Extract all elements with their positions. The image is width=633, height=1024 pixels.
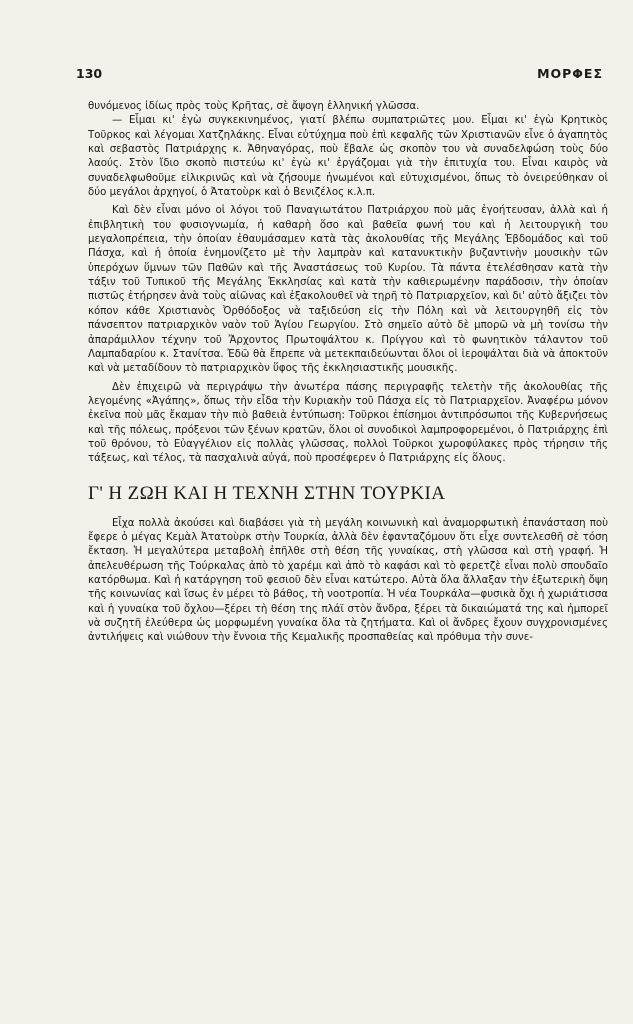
section-heading: Γ' Η ΖΩΗ ΚΑΙ Η ΤΕΧΝΗ ΣΤΗΝ ΤΟΥΡΚΙΑ — [88, 482, 446, 504]
paragraph-patriarch: Καὶ δὲν εἶναι μόνο οἱ λόγοι τοῦ Παναγιωτάτου Πατριάρχου ποὺ μᾶς ἐγοήτευσαν, ἀλλὰ καὶ ἡ ἐπιβλητικὴ του φυσιογνωμία, ἡ καθαρὴ ὅσο καὶ βαθεῖα φωνή του καὶ ἡ λειτουργικὴ του μεγαλοπρέπεια, τὴν ὁποίαν ἐθαυμάσαμεν κατὰ τὰς ἀκολουθίας τῆς Μεγάλης Ἑβδομάδος καὶ τοῦ Πάσχα, καὶ ἡ ὁποία ἐνημονίζετο μὲ τὴν λαμπρὰν καὶ κατανυκτικὴν βυζαντινὴν μουσικὴν τῶν ὑπερόχων ὕμνων τῶν Παθῶν καὶ τῆς Ἀναστάσεως τοῦ Κυρίου. Τὰ πάντα ἐτελέσθησαν κατὰ τὴν τάξιν τοῦ Τυπικοῦ τῆς Μεγάλης Ἐκκλησίας καὶ κατὰ τὴν καθιερωμένην παράδοσιν, τὴν ὁποίαν πιστῶς ἐτήρησεν ἀνὰ τοὺς αἰῶνας καὶ ἐξακολουθεῖ νὰ τηρῆ τὸ Πατριαρχεῖον, καὶ δι' αὐτὸ ἄξιζει τὸν κόπον κάθε Χριστιανὸς Ὀρθόδοξος νὰ ταξιδεύση εἰς τὴν Πόλη καὶ νὰ λειτουργηθῆ εἰς τὸν πάνσεπτον πατριαρχικὸν ναὸν τοῦ Ἁγίου Γεωργίου. Στὸ σημεῖο αὐτὸ δὲ μπορῶ νὰ μὴ τονίσω τὴν ἀπαράμιλλον τέχνην τοῦ Ἄρχοντος Πρωτοψάλτου κ. Πρίγγου καὶ τὸ φωνητικὸν τάλαντον τοῦ Λαμπαδαρίου κ. Στανίτσα. Ἐδῶ θὰ ἔπρεπε νὰ μετεκπαιδεύωνται ὅλοι οἱ ἱεροψάλται διὰ νὰ ἀποκτοῦν καὶ νὰ μεταδίδουν τὸ πατριαρχικὸν ὕφος τῆς ἐκκλησιαστικῆς μουσικῆς. — [88, 205, 608, 375]
paragraph-quote: — Εἶμαι κι' ἐγὼ συγκεκινημένος, γιατί βλέπω συμπατριῶτες μου. Εἶμαι κι' ἐγὼ Κρητικὸς Τοῦρκος καὶ λέγομαι Χατζηλάκης. Εἶναι εὐτύχημα ποὺ ἐπὶ κεφαλῆς τῶν Χριστιανῶν εἶνε ὁ ἀγαπητὸς καὶ σεβαστὸς Πατριάρχης κ. Ἀθηναγόρας, ποὺ ἔβαλε ὡς σκοπὸν του νὰ συναδελφώση τοὺς δύο λαούς. Στὸν ἴδιο σκοπὸ πιστεύω κι' ἐγὼ κι' ἐργάζομαι γιὰ τὴν ἐπιτυχία του. Εἶναι καιρὸς νὰ συναδελφωθοῦμε εἰλικρινῶς καὶ νὰ ζήσουμε ἡνωμένοι καὶ εὐτυχισμένοι, ὅπως τὸ ὀνειρεύθηκαν οἱ δύο μεγάλοι ἀρχηγοί, ὁ Ἀτατοὺρκ καὶ ὁ Βενιζέλος κ.λ.π. — [88, 115, 608, 199]
paragraph-continued: θυνόμενος ἰδίως πρὸς τοὺς Κρῆτας, σὲ ἄψογη ἑλληνική γλῶσσα. — [88, 101, 420, 112]
page-number: 130 — [76, 66, 103, 81]
body-text — [88, 100, 608, 646]
paragraph-agape: Δὲν ἐπιχειρῶ νὰ περιγράψω τὴν ἀνωτέρα πάσης περιγραφῆς τελετὴν τῆς ἀκολουθίας τῆς λεγομένης «Ἀγάπης», ὅπως τὴν εἶδα τὴν Κυριακὴν τοῦ Πάσχα εἰς τὸ Πατριαρχεῖον. Ἀναφέρω μόνον ἐκεῖνα ποὺ μᾶς ἔκαμαν τὴν πιὸ βαθειὰ ἐντύπωση: Τοῦρκοι ἐπίσημοι ἀντιπρόσωποι τῆς Κυβερνήσεως καὶ τῆς πόλεως, πρόξενοι τῶν ξένων κρατῶν, ὅλοι οἱ συνοδικοὶ λαμπροφορεμένοι, ὁ Πατριάρχης ἐπὶ τοῦ θρόνου, τὸ Εὐαγγέλιον εἰς πολλὰς γλῶσσας, πολλοὶ Τοῦρκοι χωροφύλακες πρὸς τήρησιν τῆς τάξεως, καὶ τέλος, τὰ πασχαλινὰ αὐγά, ποὺ προσέφερεν ὁ Πατριάρχης εἰς ὅλους. — [88, 381, 608, 465]
section-paragraph: Εἶχα πολλὰ ἀκούσει καὶ διαβάσει γιὰ τὴ μεγάλη κοινωνικὴ καὶ ἀναμορφωτικὴ ἐπανάσταση ποὺ ἔφερε ὁ μέγας Κεμὰλ Ἀτατοὺρκ στὴν Τουρκία, ἀλλὰ δὲν ἐφανταζόμουν ὅτι εἶχε συντελεσθῆ σὲ τόση ἔκταση. Ἡ μεγαλύτερα μεταβολὴ ἐπῆλθε στὴ θέση τῆς γυναίκας, στὴ γλῶσσα καὶ στὴ γραφή. Ἡ ἀπελευθέρωση τῆς Τούρκαλας ἀπὸ τὸ χαρέμι καὶ ἀπὸ τὸ καφάσι καὶ τὸ φερετζὲ εἶναι πολὺ σπουδαῖο κατόρθωμα. Καὶ ἡ κατάργηση τοῦ φεσιοῦ δὲν εἶναι κατώτερο. Αὐτὰ ὅλα ἄλλαξαν τὴν ἐξωτερικὴ ὄψη τῆς κοινωνίας καὶ ἴσως ἐν μέρει τὸ βάθος, τὴ νοοτροπία. Ἡ νέα Τουρκάλα—φυσικὰ ὄχι ἡ χωριάτισσα καὶ ἡ γυναίκα τοῦ ὄχλου—ξέρει τὴ θέση της πλάϊ στὸν ἄνδρα, ξέρει τὰ δικαιώματά της καὶ ἠμπορεῖ νὰ συζητῆ ἐλεύθερα ὡς μορφωμένη γυναίκα ὅλα τὰ ζητήματα. Καὶ οἱ ἄνδρες ἔχουν συγχρονισμένες ἀντιλήψεις καὶ νιώθουν τὴν ἔννοια τῆς Κεμαλικῆς προσπαθείας καὶ πρόθυμα τὴν συνε- — [88, 517, 608, 644]
running-title: ΜΟΡΦΕΣ — [537, 66, 603, 81]
page-header — [76, 66, 603, 86]
